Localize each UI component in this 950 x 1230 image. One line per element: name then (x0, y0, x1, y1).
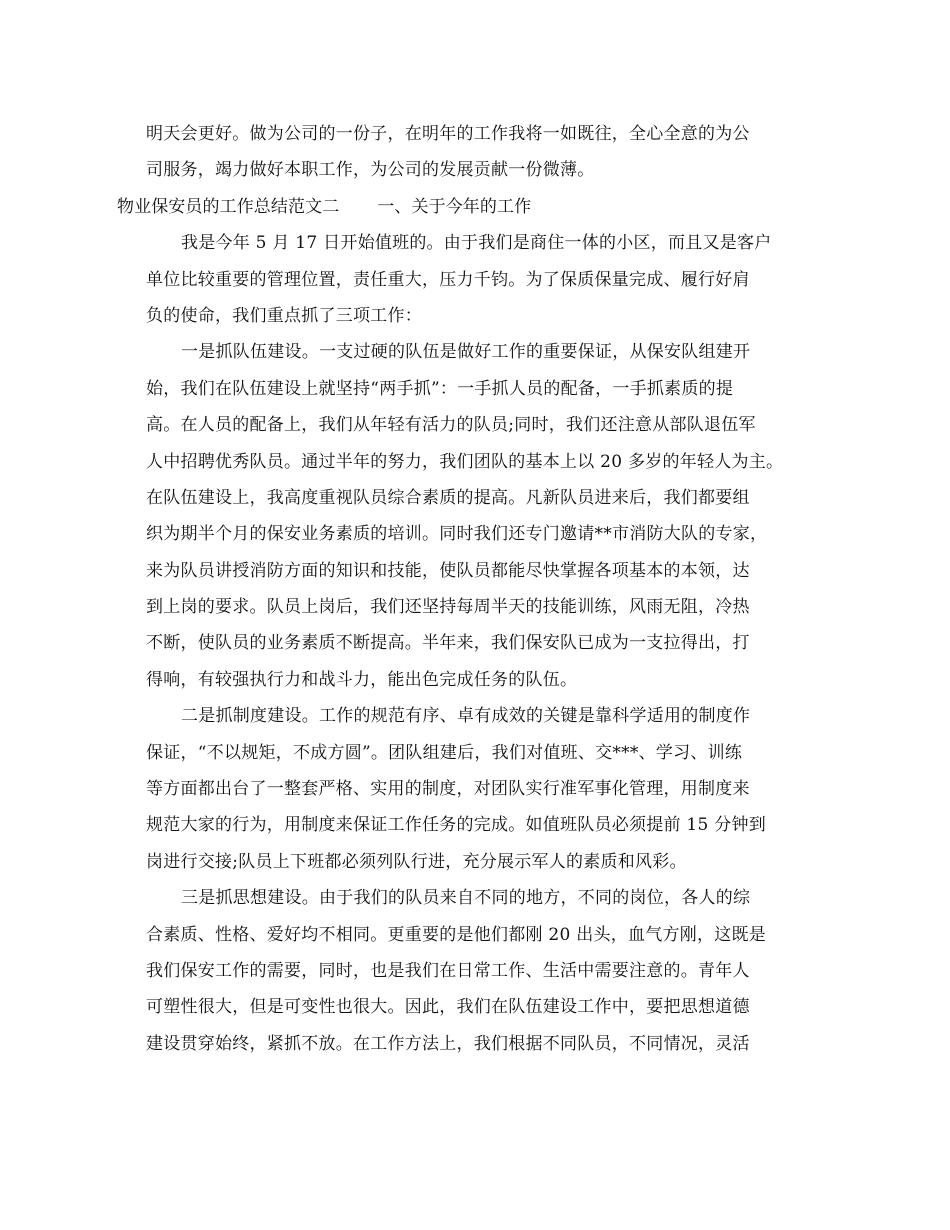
text-line: 我们保安工作的需要，同时，也是我们在日常工作、生活中需要注意的。青年人 (146, 960, 750, 981)
section-subtitle: 一、关于今年的工作 (377, 196, 532, 217)
text-line: 始，我们在队伍建设上就坚持“两手抓”：一手抓人员的配备，一手抓素质的提 (146, 378, 734, 399)
text-line: 负的使命，我们重点抓了三项工作： (146, 305, 422, 326)
closing-paragraph (146, 116, 826, 189)
text-line: 我是今年 5 月 17 日开始值班的。由于我们是商住一体的小区，而且又是客户 (181, 233, 772, 254)
paragraph-3 (146, 698, 826, 880)
text-line: 人中招聘优秀队员。通过半年的努力，我们团队的基本上以 20 多岁的年轻人为主。 (146, 451, 784, 472)
text-line: 岗进行交接;队员上下班都必须列队行进，充分展示军人的素质和风彩。 (146, 851, 687, 872)
text-line: 保证，“不以规矩，不成方圆”。团队组建后，我们对值班、交***、学习、训练 (146, 742, 743, 763)
text-line: 规范大家的行为，用制度来保证工作任务的完成。如值班队员必须提前 15 分钟到 (146, 815, 766, 836)
text-line: 来为队员讲授消防方面的知识和技能，使队员都能尽快掌握各项基本的本领，达 (146, 560, 750, 581)
text-line: 等方面都出台了一整套严格、实用的制度，对团队实行准军事化管理，用制度来 (146, 779, 750, 800)
text-line: 建设贯穿始终，紧抓不放。在工作方法上，我们根据不同队员，不同情况，灵活 (146, 1033, 750, 1054)
paragraph-4 (146, 880, 826, 1062)
text-line: 得响，有较强执行力和战斗力，能出色完成任务的队伍。 (146, 669, 578, 690)
text-line: 一是抓队伍建设。一支过硬的队伍是做好工作的重要保证，从保安队组建开 (181, 342, 751, 363)
section-title: 物业保安员的工作总结范文二 (117, 196, 340, 217)
section-heading (117, 189, 826, 225)
document-body (117, 116, 826, 1062)
text-line: 司服务，竭力做好本职工作，为公司的发展贡献一份微薄。 (146, 160, 595, 181)
text-line: 可塑性很大，但是可变性也很大。因此，我们在队伍建设工作中，要把思想道德 (146, 997, 750, 1018)
text-line: 到上岗的要求。队员上岗后，我们还坚持每周半天的技能训练，风雨无阻，冷热 (146, 597, 750, 618)
text-line: 明天会更好。做为公司的一份子，在明年的工作我将一如既往，全心全意的为公 (146, 124, 750, 144)
text-line: 二是抓制度建设。工作的规范有序、卓有成效的关键是靠科学适用的制度作 (181, 706, 751, 727)
paragraph-2 (146, 334, 826, 698)
text-line: 织为期半个月的保安业务素质的培训。同时我们还专门邀请**市消防大队的专家， (146, 524, 768, 545)
text-line: 单位比较重要的管理位置，责任重大，压力千钧。为了保质保量完成、履行好肩 (146, 269, 750, 290)
text-line: 合素质、性格、爱好均不相同。更重要的是他们都刚 20 出头，血气方刚，这既是 (146, 924, 766, 945)
text-line: 不断，使队员的业务素质不断提高。半年来，我们保安队已成为一支拉得出，打 (146, 633, 750, 654)
paragraph-1 (146, 225, 826, 334)
text-line: 在队伍建设上，我高度重视队员综合素质的提高。凡新队员进来后，我们都要组 (146, 487, 750, 508)
text-line: 三是抓思想建设。由于我们的队员来自不同的地方，不同的岗位，各人的综 (181, 888, 751, 909)
text-line: 高。在人员的配备上，我们从年轻有活力的队员;同时，我们还注意从部队退伍军 (146, 415, 756, 436)
